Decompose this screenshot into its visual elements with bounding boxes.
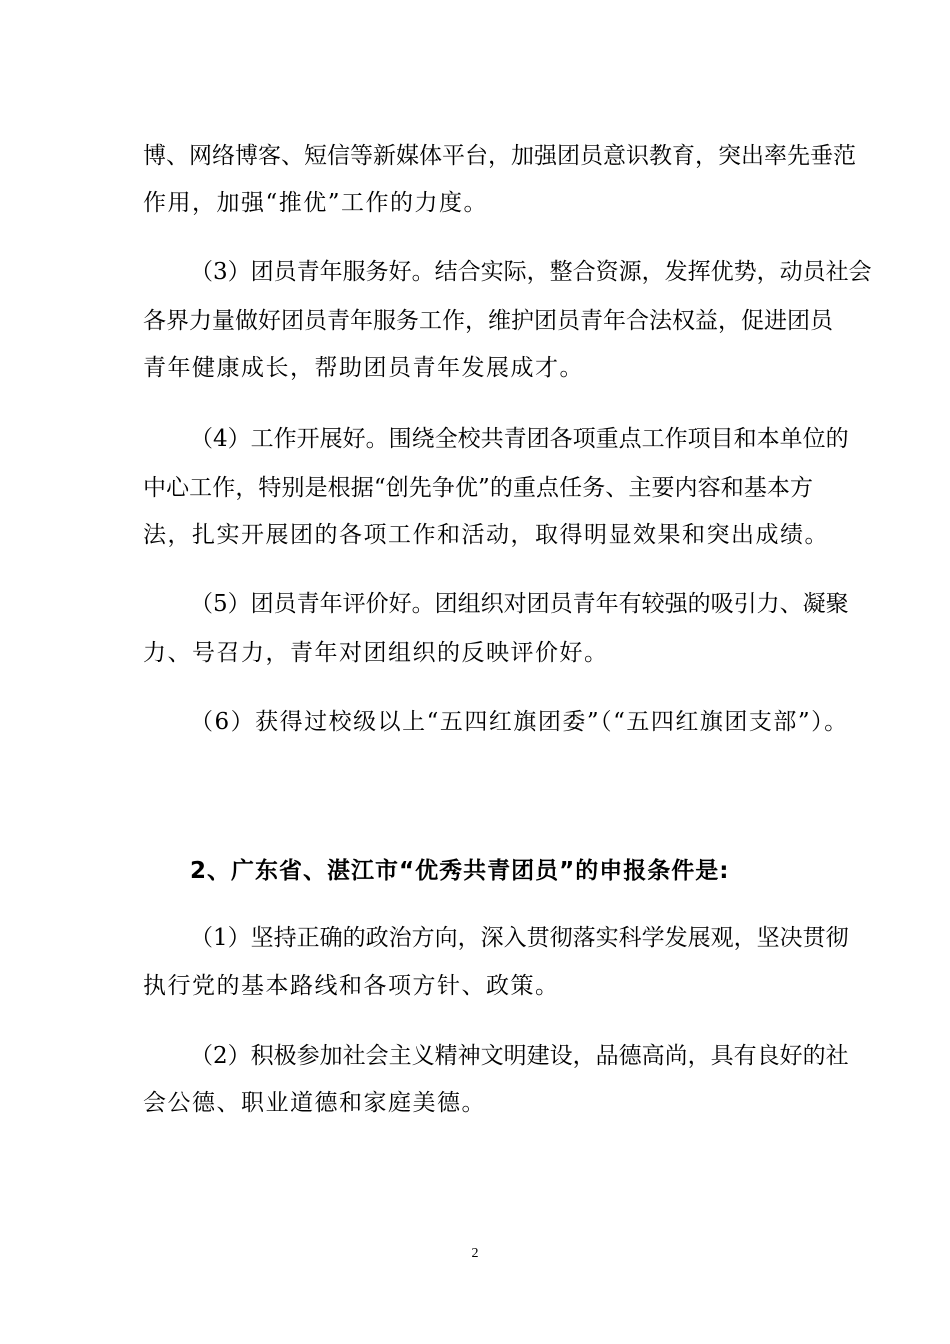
paragraph-line: 作用，加强“推优”工作的力度。 <box>143 190 489 216</box>
paragraph-line: 执行党的基本路线和各项方针、政策。 <box>143 973 560 999</box>
paragraph-line: （2）积极参加社会主义精神文明建设，品德高尚，具有良好的社 <box>190 1043 849 1069</box>
paragraph-line: （4）工作开展好。围绕全校共青团各项重点工作项目和本单位的 <box>190 426 849 452</box>
paragraph-line: 青年健康成长，帮助团员青年发展成才。 <box>143 355 584 381</box>
paragraph-line: （5）团员青年评价好。团组织对团员青年有较强的吸引力、凝聚 <box>190 591 849 617</box>
paragraph-line: 博、网络博客、短信等新媒体平台，加强团员意识教育，突出率先垂范 <box>143 143 856 169</box>
paragraph-line: 会公德、职业道德和家庭美德。 <box>143 1090 486 1116</box>
paragraph-line: 中心工作，特别是根据“创先争优”的重点任务、主要内容和基本方 <box>143 475 813 501</box>
paragraph-line: 各界力量做好团员青年服务工作，维护团员青年合法权益，促进团员 <box>143 308 833 334</box>
paragraph-line: 法，扎实开展团的各项工作和活动，取得明显效果和突出成绩。 <box>143 522 829 548</box>
section-heading: 2、广东省、湛江市“优秀共青团员”的申报条件是: <box>190 858 730 884</box>
paragraph-line: （6）获得过校级以上“五四红旗团委”（“五四红旗团支部”）。 <box>190 709 849 735</box>
paragraph-line: 力、号召力，青年对团组织的反映评价好。 <box>143 640 609 666</box>
page-number: 2 <box>471 1246 479 1261</box>
paragraph-line: （3）团员青年服务好。结合实际，整合资源，发挥优势，动员社会 <box>190 259 872 285</box>
paragraph-line: （1）坚持正确的政治方向，深入贯彻落实科学发展观，坚决贯彻 <box>190 925 849 951</box>
